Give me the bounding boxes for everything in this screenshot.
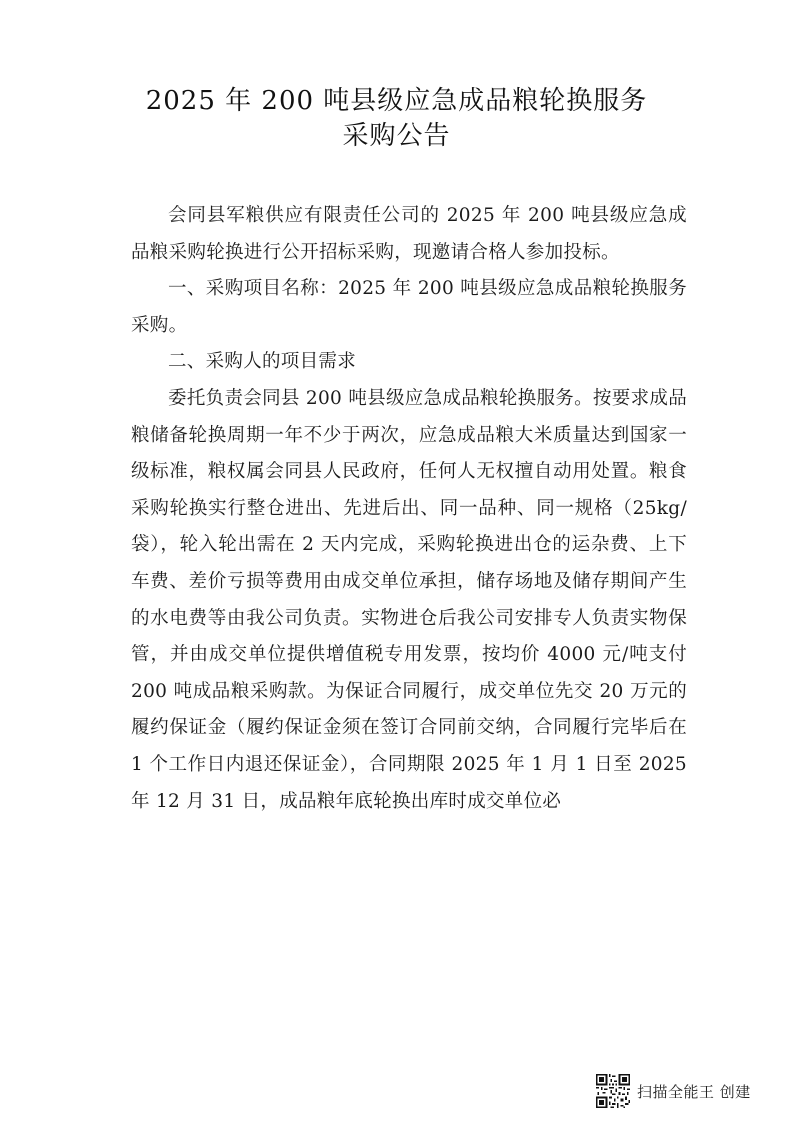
document-title-line2: 采购公告 — [342, 121, 451, 151]
scanner-watermark — [596, 1073, 751, 1109]
paragraph-intro: 会同县军粮供应有限责任公司的 2025 年 200 吨县级应急成品粮采购轮换进行公开招标采购，现邀请合格人参加投标。 — [131, 205, 687, 263]
paragraph-section-heading: 二、采购人的项目需求 — [168, 351, 357, 373]
document-title-line1: 2025 年 200 吨县级应急成品粮轮换服务 — [145, 86, 648, 116]
paragraph-requirements: 委托负责会同县 200 吨县级应急成品粮轮换服务。按要求成品粮储备轮换周期一年不少于两次，应急成品粮大米质量达到国家一级标准，粮权属会同县人民政府，任何人无权擅自动用处置。粮食采购轮换实行整仓进出、先进后出、同一品种、同一规格（25kg/袋），轮入轮出需在 2 天内完成，采购轮换进出仓的运杂费、上下车费、差价亏损等费用由成交单位承担，储存场地及储存期间产生的水电费等由我公司负责。实物进仓后我公司安排专人负责实物保管，并由成交单位提供增值税专用发票，按均价 4000 元/吨支付 200 吨成品粮采购款。为保证合同履行，成交单位先交 20 万元的履约保证金（履约保证金须在签订合同前交纳，合同履行完毕后在 1 个工作日内退还保证金），合同期限 2025 年 1 月 1 日至 2025 年 12 月 31 日，成品粮年底轮换出库时成交单位必 — [131, 387, 687, 812]
document-body — [131, 198, 687, 820]
paragraph-project-name: 一、采购项目名称：2025 年 200 吨县级应急成品粮轮换服务采购。 — [131, 278, 687, 336]
qr-code-icon — [596, 1074, 630, 1108]
scanner-watermark-label: 扫描全能王 创建 — [637, 1082, 751, 1101]
